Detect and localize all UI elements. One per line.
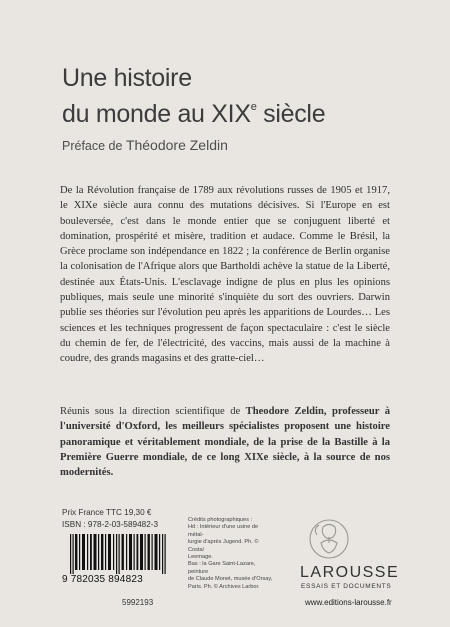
title-line-1: Une histoire [62,64,192,92]
summary-body: , professeur à l'université d'Oxford, les meilleurs spécialistes proposent une histoire panoramique et véritablement mondiale, de la prise de la Bastille à la Première Guerre mondiale, de ce long XIXe siècle, à la source de nos modernités. [60,406,390,479]
title-line-2-main: du monde au XIX [62,100,251,128]
credits-line: Paris. Ph. © Archives Larbor. [188,583,260,590]
preface-author: Théodore Zeldin [125,137,228,153]
title-line-2 [62,93,325,129]
isbn-label: ISBN : 978-2-03-589482-3 [62,520,159,529]
barcode-number: 9 782035 894823 [62,574,143,585]
publisher-website[interactable]: www.editions-larousse.fr [305,598,392,607]
book-title [62,64,325,129]
preface-credit [62,137,228,153]
price-label: Prix France TTC 19,30 € [62,508,152,517]
preface-label: Préface de [62,139,126,153]
photo-credits [188,517,273,591]
stock-code: 5992193 [122,598,154,607]
credits-heading: Crédits photographiques : [188,517,253,523]
larousse-sower-logo-icon [307,513,351,563]
summary-intro: Réunis sous la direction scientifique de [60,406,246,417]
credits-line: Bas : la Gare Saint-Lazare, peinture [188,561,256,575]
credits-line: de Claude Monet, musée d'Orsay, [188,576,273,583]
price-block [62,507,158,531]
barcode [64,534,172,574]
credits-line: Leemage. [188,554,213,561]
title-line-2-end: siècle [256,100,326,128]
credits-line: lurgie d'après Jugend. Ph. © Costa/ [188,539,259,553]
publisher-name: LAROUSSE [300,564,400,581]
title-superscript: e [250,101,257,113]
description-paragraph: De la Révolution française de 1789 aux révolutions russes de 1905 et 1917, le XIXe siècle aura connu des mutations décisives. Si l'Europe en est bouleversée, c'est dans le monde entier que se conjuguent liberté et domination, prospérité et misère, tradition et audace. Comme le Brésil, la Grèce proclame son indépendance en 1822 ; la conférence de Berlin organise la colonisation de l'Afrique alors que Bartholdi achève la statue de la Liberté, destinée aux États-Unis. L'esclavage indigne de plus en plus les opinions publiques, mais seule une minorité s'inquiète du sort des ouvriers. Darwin publie ses théories sur l'évolution peu après les apparitions de Lourdes… Les sciences et les techniques progressent de façon spectaculaire : c'est le siècle du chemin de fer, de l'électricité, des vaccins, mais aussi de la machine à coudre, des grands magasins et des gratte-ciel… [60,185,390,365]
credits-line: Hd : Intérieur d'une usine de métal- [188,524,259,538]
summary-text [60,404,390,480]
description-text [60,183,390,367]
summary-editor: Theodore Zeldin [245,406,324,417]
summary-paragraph [60,404,390,480]
publisher-collection: ESSAIS ET DOCUMENTS [301,583,392,590]
